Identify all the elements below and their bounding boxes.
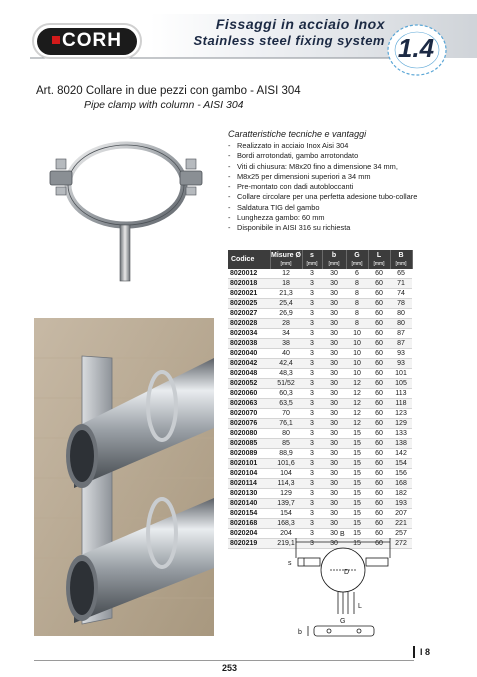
table-cell: 60 <box>368 469 390 479</box>
table-cell: 8020040 <box>228 349 270 359</box>
table-cell: 3 <box>302 539 322 549</box>
table-cell: 30 <box>322 489 346 499</box>
table-cell: 3 <box>302 289 322 299</box>
table-cell: 87 <box>390 339 412 349</box>
table-cell: 219,1 <box>270 539 302 549</box>
table-cell: 154 <box>390 459 412 469</box>
table-cell: 18 <box>270 279 302 289</box>
table-cell: 123 <box>390 409 412 419</box>
table-cell: 8020104 <box>228 469 270 479</box>
dim-label-l: L <box>358 603 362 610</box>
table-row <box>228 289 412 299</box>
table-cell: 10 <box>346 349 368 359</box>
table-cell: 3 <box>302 269 322 279</box>
feature-item: - Pre-montato con dadi autobloccanti <box>228 182 458 192</box>
table-cell: 193 <box>390 499 412 509</box>
table-cell: 8020048 <box>228 369 270 379</box>
feature-item: - Saldatura TIG del gambo <box>228 203 458 213</box>
table-cell: 129 <box>270 489 302 499</box>
table-cell: 3 <box>302 409 322 419</box>
table-cell: 3 <box>302 449 322 459</box>
features-list <box>228 141 458 234</box>
installation-photo <box>34 318 214 636</box>
table-cell: 138 <box>390 439 412 449</box>
feature-item: - Bordi arrotondati, gambo arrotondato <box>228 151 458 161</box>
table-cell: 114,3 <box>270 479 302 489</box>
table-cell: 60 <box>368 309 390 319</box>
table-cell: 168,3 <box>270 519 302 529</box>
table-cell: 80 <box>390 309 412 319</box>
table-cell: 8020060 <box>228 389 270 399</box>
table-row <box>228 439 412 449</box>
table-cell: 12 <box>346 389 368 399</box>
table-cell: 30 <box>322 539 346 549</box>
table-cell: 8020140 <box>228 499 270 509</box>
table-row <box>228 479 412 489</box>
table-row <box>228 459 412 469</box>
table-cell: 12 <box>270 269 302 279</box>
table-cell: 60 <box>368 439 390 449</box>
table-cell: 60 <box>368 429 390 439</box>
feature-item: - Lunghezza gambo: 60 mm <box>228 213 458 223</box>
table-cell: 87 <box>390 329 412 339</box>
table-cell: 204 <box>270 529 302 539</box>
table-cell: 30 <box>322 499 346 509</box>
table-cell: 34 <box>270 329 302 339</box>
table-cell: 60 <box>368 399 390 409</box>
column-header-s: s [mm] <box>302 250 322 269</box>
table-cell: 10 <box>346 329 368 339</box>
table-cell: 60 <box>368 339 390 349</box>
table-row <box>228 409 412 419</box>
table-cell: 60 <box>368 519 390 529</box>
table-row <box>228 329 412 339</box>
table-cell: 40 <box>270 349 302 359</box>
table-cell: 139,7 <box>270 499 302 509</box>
article-title: Art. 8020 Collare in due pezzi con gambo - AISI 304 <box>36 85 301 97</box>
table-cell: 3 <box>302 329 322 339</box>
table-cell: 8020018 <box>228 279 270 289</box>
table-cell: 8 <box>346 309 368 319</box>
table-row <box>228 299 412 309</box>
table-cell: 8020114 <box>228 479 270 489</box>
table-cell: 60 <box>368 459 390 469</box>
table-cell: 133 <box>390 429 412 439</box>
table-cell: 104 <box>270 469 302 479</box>
brand-name: CORH <box>62 30 122 51</box>
page-number: 253 <box>222 663 238 673</box>
table-cell: 12 <box>346 399 368 409</box>
table-cell: 8020085 <box>228 439 270 449</box>
table-cell: 30 <box>322 319 346 329</box>
column-header-g: G [mm] <box>346 250 368 269</box>
table-cell: 101 <box>390 369 412 379</box>
table-cell: 3 <box>302 489 322 499</box>
table-row <box>228 429 412 439</box>
table-row <box>228 509 412 519</box>
table-cell: 118 <box>390 399 412 409</box>
table-cell: 80 <box>270 429 302 439</box>
table-cell: 15 <box>346 499 368 509</box>
table-cell: 26,9 <box>270 309 302 319</box>
table-cell: 8020154 <box>228 509 270 519</box>
table-cell: 8 <box>346 299 368 309</box>
table-cell: 63,5 <box>270 399 302 409</box>
table-cell: 156 <box>390 469 412 479</box>
table-cell: 30 <box>322 419 346 429</box>
table-cell: 30 <box>322 379 346 389</box>
table-cell: 3 <box>302 369 322 379</box>
table-cell: 15 <box>346 519 368 529</box>
table-cell: 30 <box>322 479 346 489</box>
table-cell: 60 <box>368 449 390 459</box>
table-cell: 60 <box>368 509 390 519</box>
table-cell: 30 <box>322 349 346 359</box>
table-cell: 154 <box>270 509 302 519</box>
table-cell: 8 <box>346 289 368 299</box>
table-cell: 8020168 <box>228 519 270 529</box>
table-cell: 10 <box>346 369 368 379</box>
section-badge <box>385 22 447 74</box>
table-cell: 93 <box>390 349 412 359</box>
table-cell: 3 <box>302 459 322 469</box>
column-header-bb: B [mm] <box>390 250 412 269</box>
table-cell: 85 <box>270 439 302 449</box>
feature-item: - M8x25 per dimensioni superiori a 34 mm <box>228 172 458 182</box>
table-cell: 15 <box>346 529 368 539</box>
table-cell: 30 <box>322 439 346 449</box>
table-body <box>228 269 412 549</box>
table-cell: 30 <box>322 279 346 289</box>
table-cell: 8 <box>346 279 368 289</box>
table-cell: 8020025 <box>228 299 270 309</box>
table-cell: 3 <box>302 359 322 369</box>
table-cell: 3 <box>302 529 322 539</box>
table-cell: 25,4 <box>270 299 302 309</box>
table-cell: 15 <box>346 449 368 459</box>
table-cell: 76,1 <box>270 419 302 429</box>
dim-label-s: s <box>288 560 292 567</box>
table-cell: 8020076 <box>228 419 270 429</box>
table-cell: 3 <box>302 389 322 399</box>
dim-label-d: D <box>344 569 350 576</box>
feature-item: - Realizzato in acciaio Inox Aisi 304 <box>228 141 458 151</box>
table-cell: 8020027 <box>228 309 270 319</box>
table-cell: 8020052 <box>228 379 270 389</box>
table-cell: 207 <box>390 509 412 519</box>
column-header-codice: Codice <box>228 250 270 269</box>
table-cell: 30 <box>322 339 346 349</box>
table-cell: 60 <box>368 319 390 329</box>
table-cell: 12 <box>346 409 368 419</box>
table-cell: 8020042 <box>228 359 270 369</box>
table-cell: 60 <box>368 419 390 429</box>
table-cell: 30 <box>322 529 346 539</box>
column-header-l: L [mm] <box>368 250 390 269</box>
table-cell: 182 <box>390 489 412 499</box>
table-cell: 101,6 <box>270 459 302 469</box>
table-cell: 142 <box>390 449 412 459</box>
table-cell: 15 <box>346 509 368 519</box>
table-cell: 8020130 <box>228 489 270 499</box>
catalog-title-it: Fissaggi in acciaio Inox <box>215 16 385 32</box>
table-row <box>228 359 412 369</box>
table-cell: 8020034 <box>228 329 270 339</box>
technical-drawing <box>284 528 404 653</box>
table-cell: 60 <box>368 529 390 539</box>
table-cell: 15 <box>346 439 368 449</box>
table-cell: 60 <box>368 479 390 489</box>
table-cell: 30 <box>322 519 346 529</box>
corh-logo <box>32 23 142 59</box>
table-cell: 60 <box>368 539 390 549</box>
section-number: 1.4 <box>397 32 435 63</box>
table-cell: 8020219 <box>228 539 270 549</box>
table-cell: 3 <box>302 439 322 449</box>
table-cell: 88,9 <box>270 449 302 459</box>
table-row <box>228 379 412 389</box>
table-row <box>228 309 412 319</box>
footer-divider <box>34 660 414 661</box>
table-cell: 30 <box>322 389 346 399</box>
feature-item: - Disponibile in AISI 316 su richiesta <box>228 223 458 233</box>
table-cell: 30 <box>322 469 346 479</box>
table-cell: 93 <box>390 359 412 369</box>
table-cell: 8020089 <box>228 449 270 459</box>
table-cell: 80 <box>390 319 412 329</box>
table-cell: 3 <box>302 419 322 429</box>
table-cell: 3 <box>302 309 322 319</box>
table-cell: 60 <box>368 489 390 499</box>
table-cell: 21,3 <box>270 289 302 299</box>
feature-item: - Viti di chiusura: M8x20 fino a dimensione 34 mm, <box>228 162 458 172</box>
table-header-row <box>228 250 412 269</box>
table-cell: 15 <box>346 429 368 439</box>
table-cell: 8020070 <box>228 409 270 419</box>
section-marker: I 8 <box>420 647 431 657</box>
table-row <box>228 369 412 379</box>
table-cell: 15 <box>346 469 368 479</box>
table-cell: 74 <box>390 289 412 299</box>
table-row <box>228 349 412 359</box>
table-cell: 3 <box>302 319 322 329</box>
table-cell: 3 <box>302 299 322 309</box>
table-row <box>228 279 412 289</box>
table-cell: 30 <box>322 309 346 319</box>
table-cell: 60 <box>368 289 390 299</box>
table-cell: 60 <box>368 299 390 309</box>
table-cell: 60 <box>368 409 390 419</box>
dim-label-b-thickness: b <box>298 629 302 636</box>
table-cell: 38 <box>270 339 302 349</box>
table-cell: 3 <box>302 499 322 509</box>
table-cell: 30 <box>322 269 346 279</box>
table-cell: 51/52 <box>270 379 302 389</box>
dim-label-b-width: B <box>340 531 345 538</box>
table-cell: 129 <box>390 419 412 429</box>
pipe-clamp-photo <box>34 135 214 285</box>
table-cell: 15 <box>346 539 368 549</box>
page-header <box>0 0 477 80</box>
table-cell: 12 <box>346 419 368 429</box>
spec-table <box>228 250 413 549</box>
table-cell: 60 <box>368 359 390 369</box>
table-cell: 48,3 <box>270 369 302 379</box>
table-cell: 60 <box>368 369 390 379</box>
table-cell: 30 <box>322 329 346 339</box>
table-cell: 8020012 <box>228 269 270 279</box>
table-cell: 15 <box>346 489 368 499</box>
table-cell: 71 <box>390 279 412 289</box>
table-cell: 28 <box>270 319 302 329</box>
table-cell: 30 <box>322 399 346 409</box>
table-cell: 8020038 <box>228 339 270 349</box>
table-row <box>228 389 412 399</box>
table-cell: 42,4 <box>270 359 302 369</box>
table-cell: 60 <box>368 379 390 389</box>
table-cell: 70 <box>270 409 302 419</box>
table-cell: 60 <box>368 349 390 359</box>
table-cell: 15 <box>346 479 368 489</box>
table-cell: 8020063 <box>228 399 270 409</box>
table-cell: 60 <box>368 499 390 509</box>
table-cell: 10 <box>346 339 368 349</box>
table-cell: 8020080 <box>228 429 270 439</box>
table-cell: 272 <box>390 539 412 549</box>
table-cell: 65 <box>390 269 412 279</box>
table-cell: 257 <box>390 529 412 539</box>
article-subtitle: Pipe clamp with column - AISI 304 <box>84 99 244 111</box>
table-cell: 30 <box>322 509 346 519</box>
table-cell: 60 <box>368 389 390 399</box>
table-cell: 15 <box>346 459 368 469</box>
table-row <box>228 419 412 429</box>
table-row <box>228 269 412 279</box>
table-cell: 78 <box>390 299 412 309</box>
table-row <box>228 469 412 479</box>
table-row <box>228 399 412 409</box>
table-row <box>228 449 412 459</box>
section-bar <box>413 646 415 658</box>
table-cell: 113 <box>390 389 412 399</box>
column-header-misure: Misure Ø [mm] <box>270 250 302 269</box>
table-cell: 60 <box>368 329 390 339</box>
table-cell: 8020021 <box>228 289 270 299</box>
table-cell: 60 <box>368 269 390 279</box>
table-cell: 3 <box>302 279 322 289</box>
table-cell: 10 <box>346 359 368 369</box>
table-cell: 30 <box>322 429 346 439</box>
table-cell: 30 <box>322 359 346 369</box>
table-cell: 8020204 <box>228 529 270 539</box>
features-title: Caratteristiche tecniche e vantaggi <box>228 129 367 139</box>
table-row <box>228 339 412 349</box>
table-cell: 8 <box>346 319 368 329</box>
table-cell: 8020101 <box>228 459 270 469</box>
table-cell: 221 <box>390 519 412 529</box>
table-cell: 30 <box>322 289 346 299</box>
feature-item: - Collare circolare per una perfetta adesione tubo-collare <box>228 192 458 202</box>
table-cell: 168 <box>390 479 412 489</box>
catalog-title-en: Stainless steel fixing system <box>193 33 385 48</box>
table-cell: 3 <box>302 339 322 349</box>
dim-label-g: G <box>340 618 346 625</box>
table-cell: 3 <box>302 509 322 519</box>
table-cell: 30 <box>322 299 346 309</box>
table-cell: 30 <box>322 409 346 419</box>
table-row <box>228 519 412 529</box>
table-cell: 6 <box>346 269 368 279</box>
table-row <box>228 319 412 329</box>
table-cell: 3 <box>302 429 322 439</box>
table-cell: 30 <box>322 459 346 469</box>
table-cell: 3 <box>302 399 322 409</box>
table-row <box>228 489 412 499</box>
logo-square-icon <box>52 36 60 44</box>
table-cell: 3 <box>302 479 322 489</box>
table-row <box>228 499 412 509</box>
table-cell: 3 <box>302 379 322 389</box>
table-cell: 60 <box>368 279 390 289</box>
table-cell: 60,3 <box>270 389 302 399</box>
table-cell: 105 <box>390 379 412 389</box>
table-cell: 3 <box>302 519 322 529</box>
table-cell: 30 <box>322 449 346 459</box>
table-cell: 8020028 <box>228 319 270 329</box>
table-cell: 12 <box>346 379 368 389</box>
table-cell: 3 <box>302 469 322 479</box>
column-header-b: b [mm] <box>322 250 346 269</box>
table-cell: 30 <box>322 369 346 379</box>
table-cell: 3 <box>302 349 322 359</box>
